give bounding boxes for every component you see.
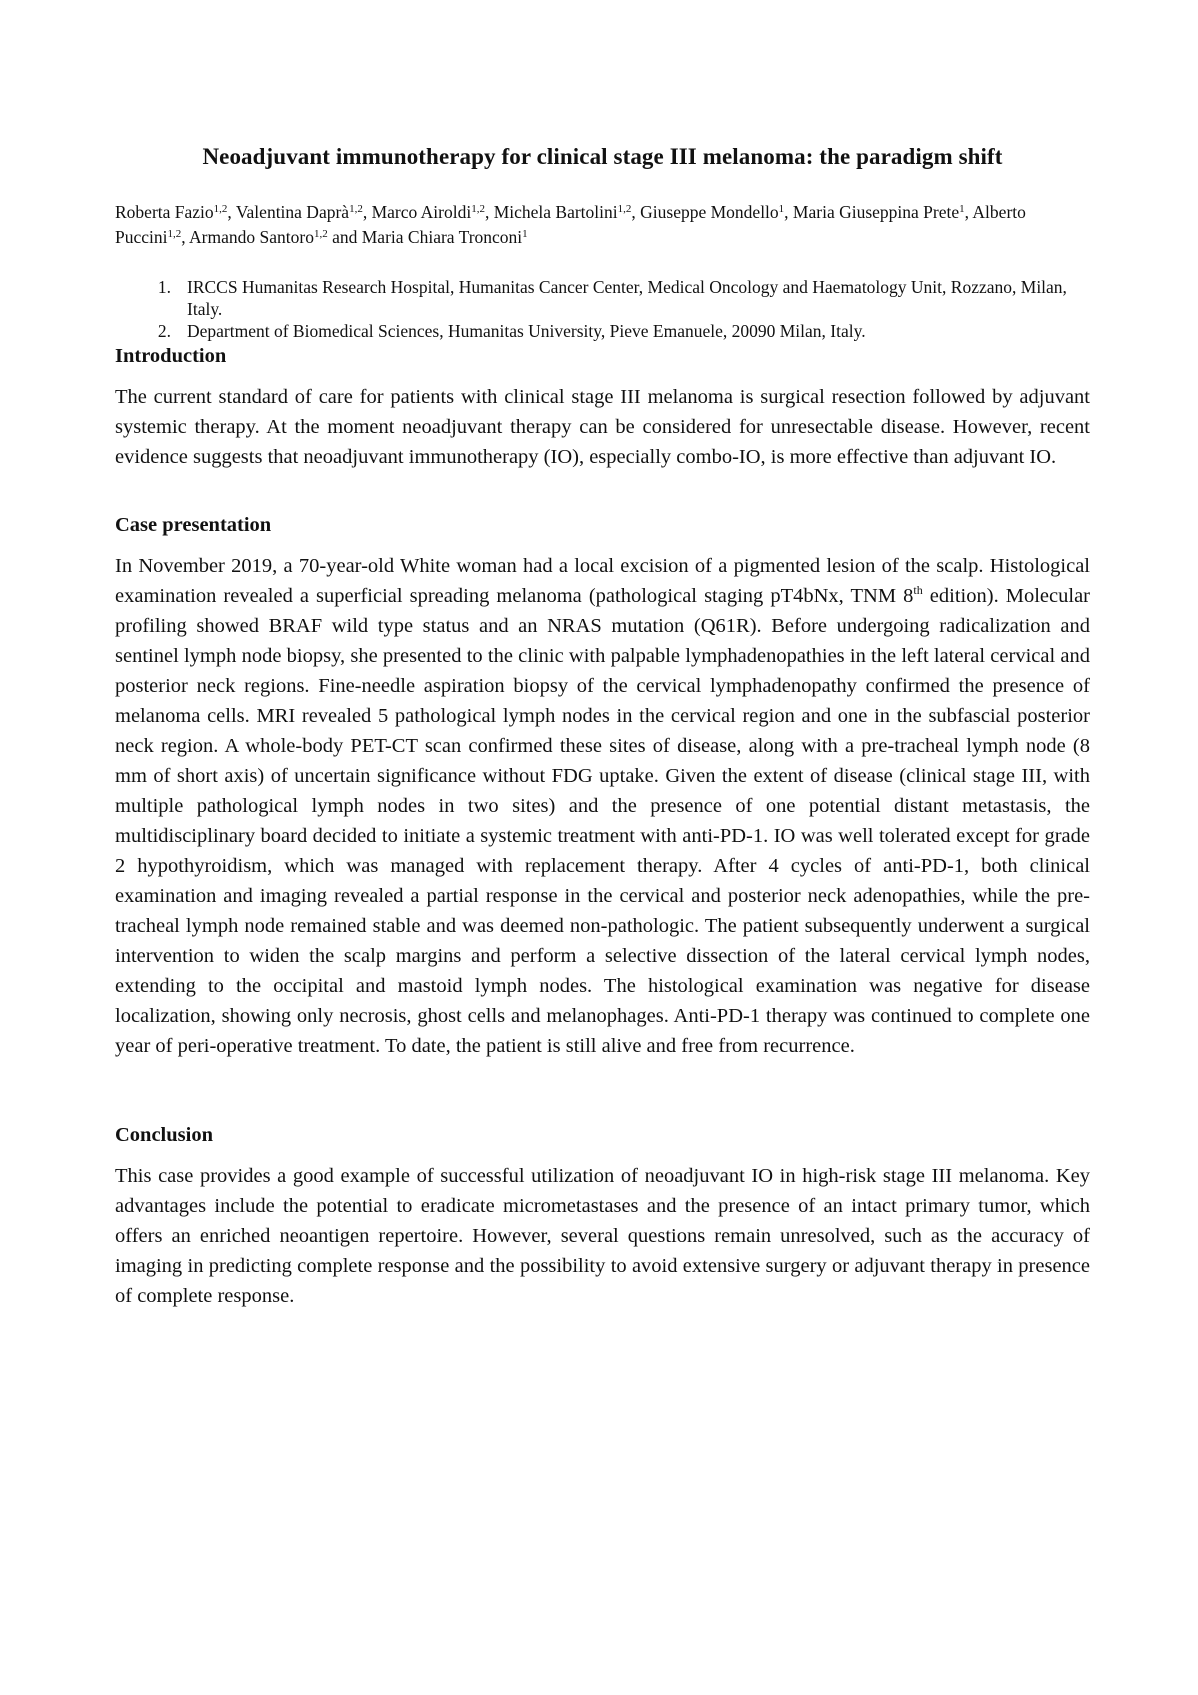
section-body: The current standard of care for patients with clinical stage III melanoma is surgical resection followed by adjuvant systemic therapy. At the moment neoadjuvant therapy can be considered for unresectable disease. However, recent evidence suggests that neoadjuvant immunotherapy (IO), especially combo-IO, is more effective than adjuvant IO. [115, 386, 1090, 468]
affiliation-text: Department of Biomedical Sciences, Humanitas University, Pieve Emanuele, 20090 Milan, Italy. [187, 321, 866, 341]
section-body: In November 2019, a 70-year-old White woman had a local excision of a pigmented lesion of the scalp. Histological examination revealed a superficial spreading melanoma (pathological staging pT4bNx, TNM 8th edition). Molecular profiling showed BRAF wild type status and an NRAS mutation (Q61R). Before undergoing radicalization and sentinel lymph node biopsy, she presented to the clinic with palpable lymphadenopathies in the left lateral cervical and posterior neck regions. Fine-needle aspiration biopsy of the cervical lymphadenopathy confirmed the presence of melanoma cells. MRI revealed 5 pathological lymph nodes in the cervical region and one in the subfascial posterior neck region. A whole-body PET-CT scan confirmed these sites of disease, along with a pre-tracheal lymph node (8 mm of short axis) of uncertain significance without FDG uptake. Given the extent of disease (clinical stage III, with multiple pathological lymph nodes in two sites) and the presence of one potential distant metastasis, the multidisciplinary board decided to initiate a systemic treatment with anti-PD-1. IO was well tolerated except for grade 2 hypothyroidism, which was managed with replacement therapy. After 4 cycles of anti-PD-1, both clinical examination and imaging revealed a partial response in the cervical and posterior neck adenopathies, while the pre-tracheal lymph node remained stable and was deemed non-pathologic. The patient subsequently underwent a surgical intervention to widen the scalp margins and perform a selective dissection of the lateral cervical lymph nodes, extending to the occipital and mastoid lymph nodes. The histological examination was negative for disease localization, showing only necrosis, ghost cells and melanophages. Anti-PD-1 therapy was continued to complete one year of peri-operative treatment. To date, the patient is still alive and free from recurrence. [115, 555, 1090, 1057]
author: Maria Chiara Tronconi$^1$ [361, 227, 528, 247]
affiliation-item [115, 320, 1090, 342]
author: Giuseppe Mondello$^1$, [640, 202, 793, 222]
author: Roberta Fazio$^{1,2}$, [115, 202, 236, 222]
section-heading: Conclusion [115, 1124, 213, 1146]
affiliation-item [115, 276, 1090, 320]
author: Armando Santoro$^{1,2}$ and [189, 227, 362, 247]
affiliation-number: 2. [157, 321, 171, 341]
section-body: This case provides a good example of successful utilization of neoadjuvant IO in high-risk stage III melanoma. Key advantages include the potential to eradicate micrometastases and the presence of an intact primary tumor, which offers an enriched neoantigen repertoire. However, several questions remain unresolved, such as the accuracy of imaging in predicting complete response and the possibility to avoid extensive surgery or adjuvant therapy in presence of complete response. [115, 1165, 1090, 1307]
paper-title: Neoadjuvant immunotherapy for clinical stage III melanoma: the paradigm shift [202, 144, 1003, 169]
section-heading: Case presentation [115, 514, 272, 536]
affiliation-number: 1. [157, 277, 171, 297]
section-conclusion [115, 1124, 1090, 1311]
affiliation-list [115, 276, 1090, 342]
author: Valentina Daprà$^{1,2}$, [235, 202, 372, 222]
affiliation-text: IRCCS Humanitas Research Hospital, Humanitas Cancer Center, Medical Oncology and Haematology Unit, Rozzano, Milan, Italy. [187, 277, 1067, 319]
author: Maria Giuseppina Prete$^1$, [792, 202, 973, 222]
section-introduction [115, 345, 1090, 472]
author: Alberto Puccini$^{1,2}$, [115, 202, 1026, 247]
section-heading: Introduction [115, 345, 227, 367]
author: Marco Airoldi$^{1,2}$, [371, 202, 494, 222]
section-case-presentation [115, 514, 1090, 1061]
author-list [115, 200, 1090, 250]
author: Michela Bartolini$^{1,2}$, [493, 202, 641, 222]
